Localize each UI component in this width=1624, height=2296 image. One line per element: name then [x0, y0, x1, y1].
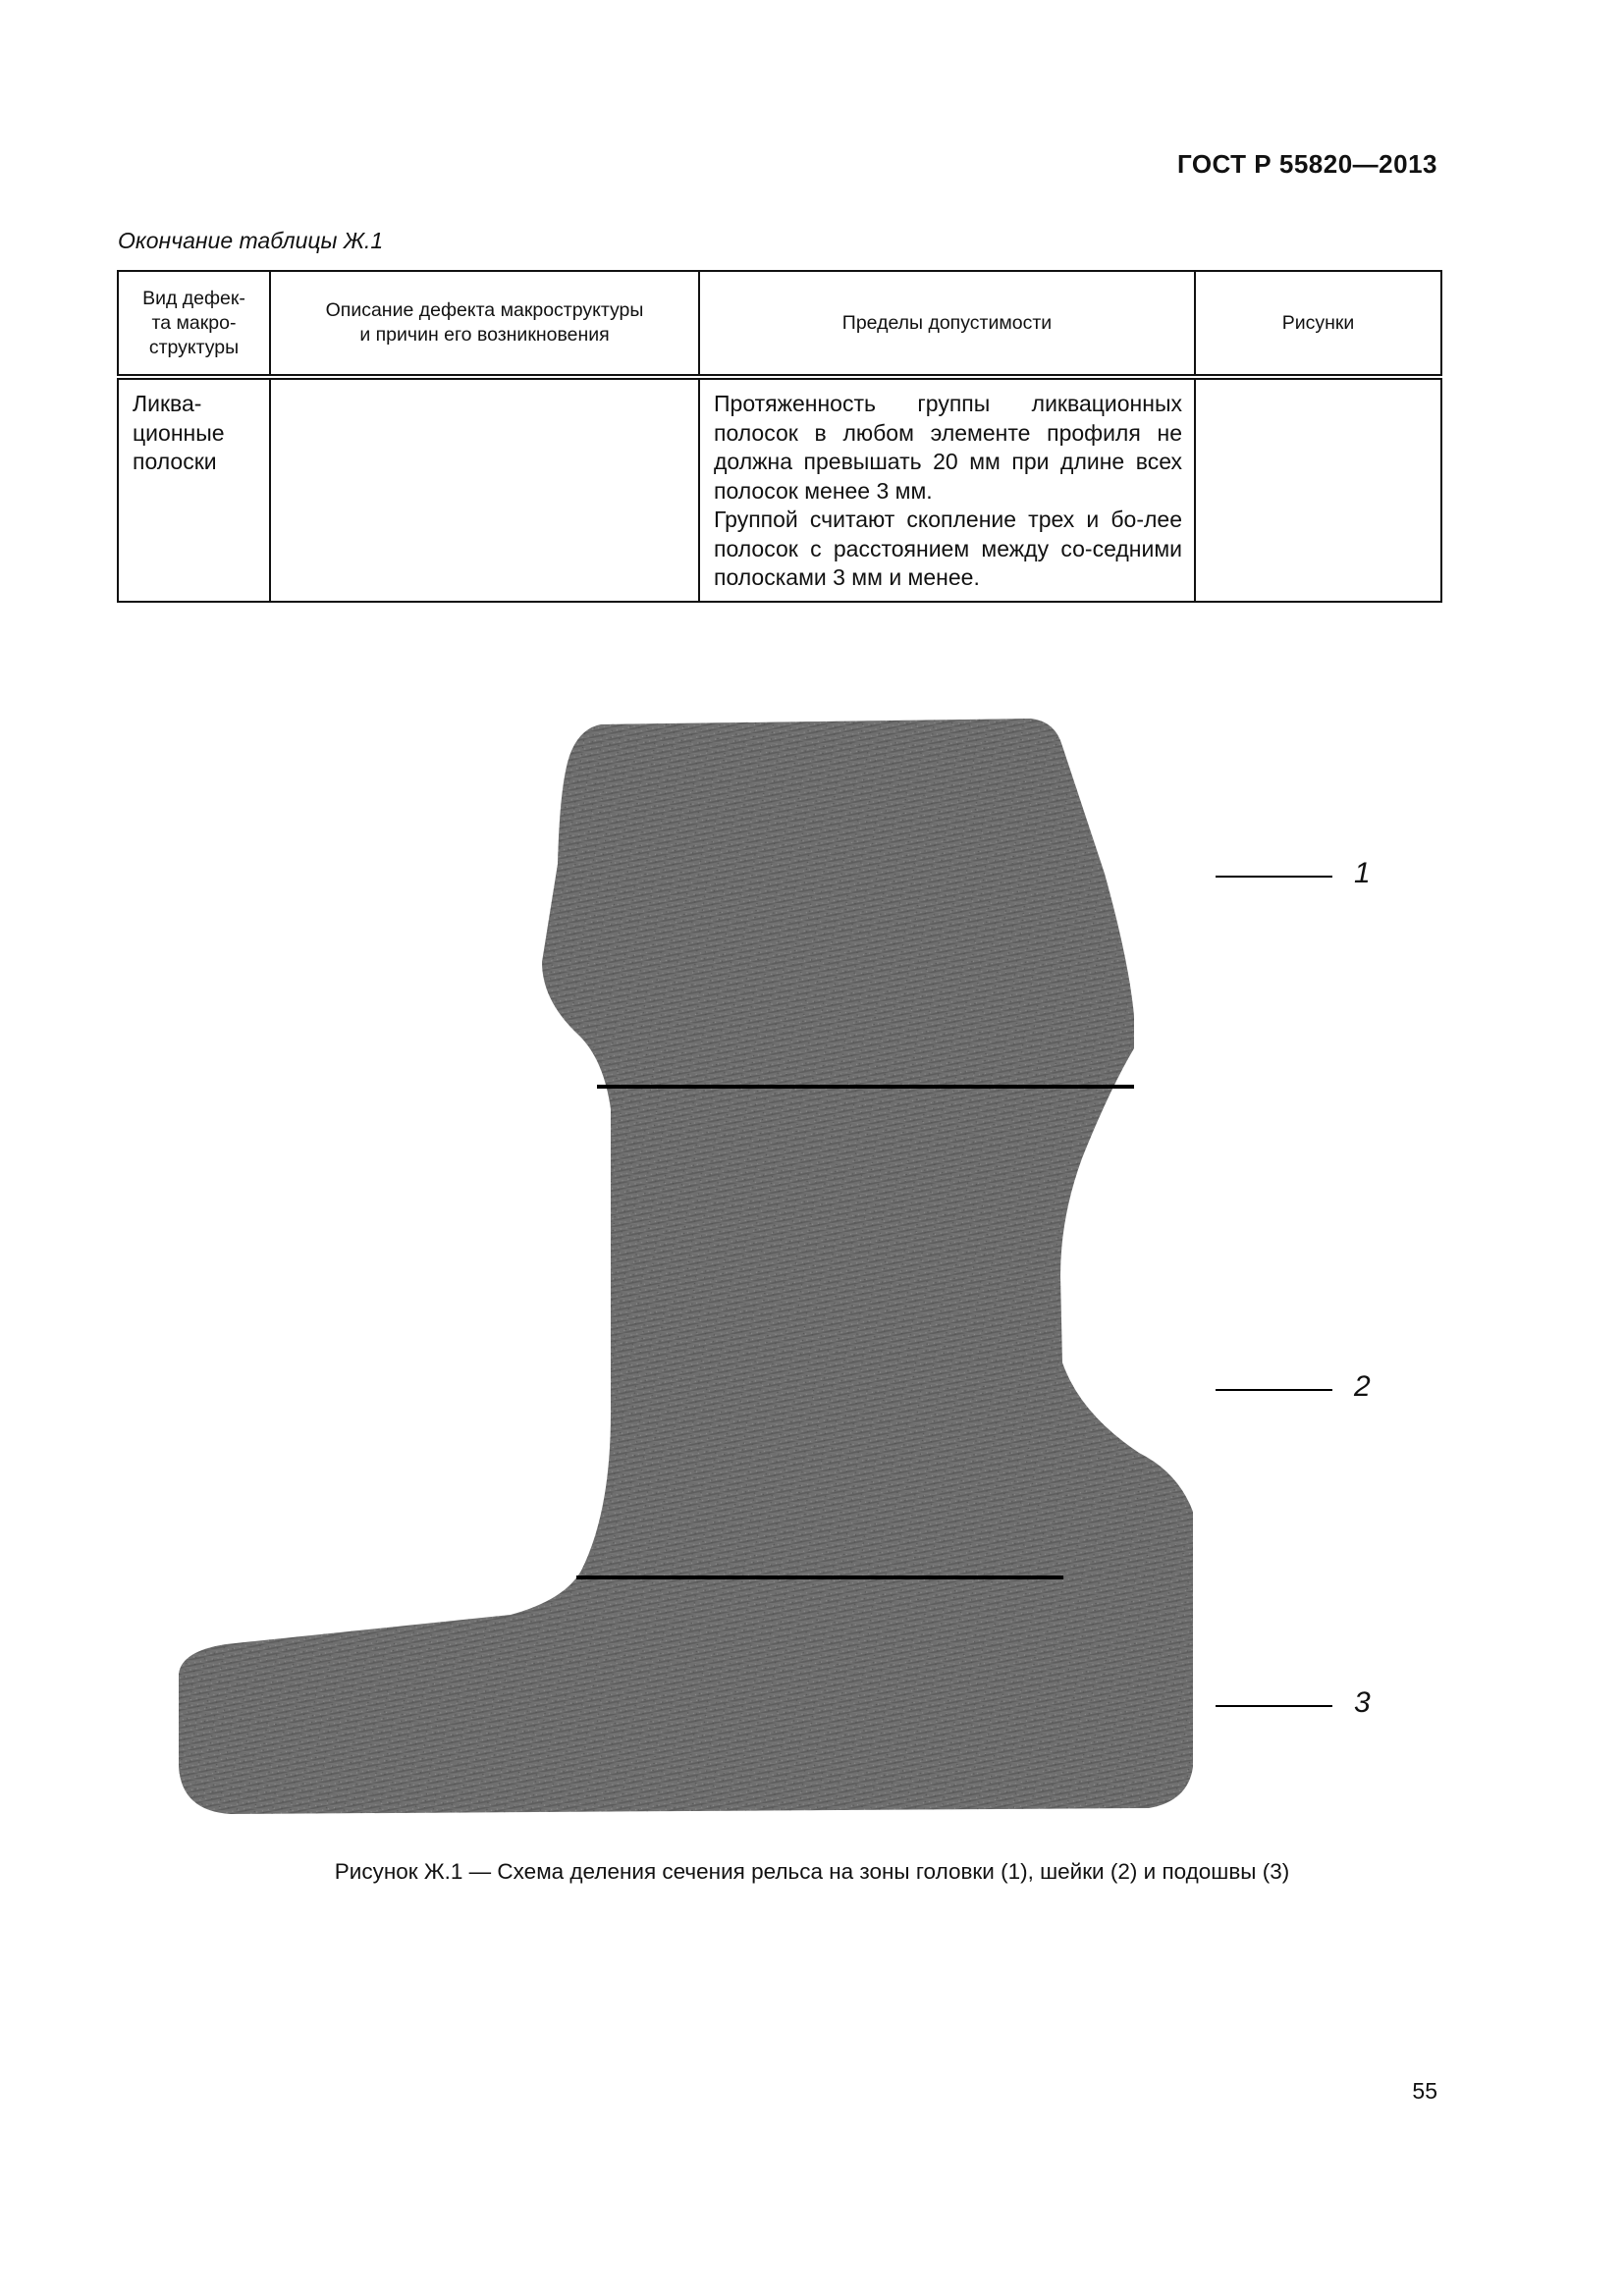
table-header-row [118, 271, 1441, 377]
rail-cross-section-image [0, 667, 1624, 1845]
column-header-description: Описание дефекта макроструктуры и причин его возникновения [270, 271, 699, 377]
cell-defect-type: Ликва- ционные полоски [118, 377, 270, 602]
column-header-figures: Рисунки [1195, 271, 1441, 377]
cell-description [270, 377, 699, 602]
page-number: 55 [1412, 2078, 1437, 2104]
column-header-defect-type: Вид дефек- та макро- структуры [118, 271, 270, 377]
table-row [118, 377, 1441, 602]
column-header-limits: Пределы допустимости [699, 271, 1195, 377]
cell-limits: Протяженность группы ликвационных полосок в любом элементе профиля не должна превышать 20 мм при длине всех полосок менее 3 мм. Группой считают скопление трех и бо-лее полосок с расстоянием между со-седними полосками 3 мм и менее. [699, 377, 1195, 602]
zone-label-foot: 3 [1354, 1686, 1371, 1719]
cell-figures [1195, 377, 1441, 602]
zone-label-head: 1 [1354, 857, 1371, 889]
table-caption: Окончание таблицы Ж.1 [118, 228, 384, 253]
standard-code: ГОСТ Р 55820—2013 [1176, 149, 1437, 179]
rail-section-figure [0, 667, 1624, 1845]
zone-label-web: 2 [1354, 1370, 1371, 1403]
defects-table [117, 270, 1442, 603]
figure-caption: Рисунок Ж.1 — Схема деления сечения рельса на зоны головки (1), шейки (2) и подошвы (3) [334, 1859, 1290, 1884]
